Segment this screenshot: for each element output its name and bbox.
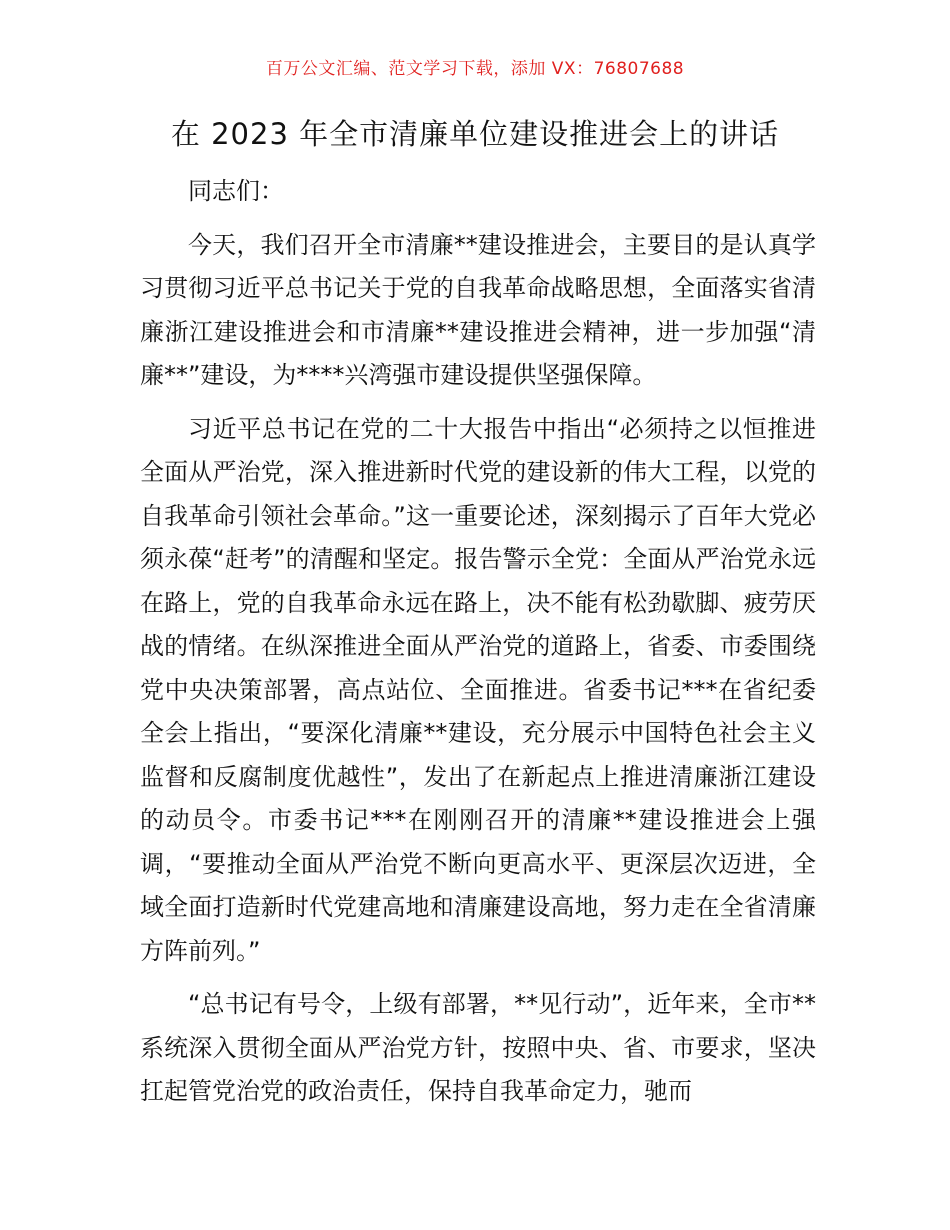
header-banner: 百万公文汇编、范文学习下载，添加 VX：76807688: [265, 59, 685, 79]
salutation: 同志们：: [188, 177, 284, 205]
paragraph-3: “总书记有号令，上级有部署，**见行动”，近年来，全市**系统深入贯彻全面从严治党方针，按照中央、省、市要求，坚决扛起管党治党的政治责任，保持自我革命定力，驰而: [140, 990, 816, 1105]
paragraph-1: 今天，我们召开全市清廉**建设推进会，主要目的是认真学习贯彻习近平总书记关于党的自我革命战略思想，全面落实省清廉浙江建设推进会和市清廉**建设推进会精神，进一步加强“清廉**”建设，为****兴湾强市建设提供坚强保障。: [140, 230, 816, 389]
document-body: [140, 170, 816, 1124]
paragraph-2: 习近平总书记在党的二十大报告中指出“必须持之以恒推进全面从严治党，深入推进新时代党的建设新的伟大工程，以党的自我革命引领社会革命。”这一重要论述，深刻揭示了百年大党必须永葆“赶考”的清醒和坚定。报告警示全党：全面从严治党永远在路上，党的自我革命永远在路上，决不能有松劲歇脚、疲劳厌战的情绪。在纵深推进全面从严治党的道路上，省委、市委围绕党中央决策部署，高点站位、全面推进。省委书记***在省纪委全会上指出，“要深化清廉**建设，充分展示中国特色社会主义监督和反腐制度优越性”，发出了在新起点上推进清廉浙江建设的动员令。市委书记***在刚刚召开的清廉**建设推进会上强调，“要推动全面从严治党不断向更高水平、更深层次迈进，全域全面打造新时代党建高地和清廉建设高地，努力走在全省清廉方阵前列。”: [140, 414, 816, 965]
document-title: 在 2023 年全市清廉单位建设推进会上的讲话: [170, 117, 780, 151]
